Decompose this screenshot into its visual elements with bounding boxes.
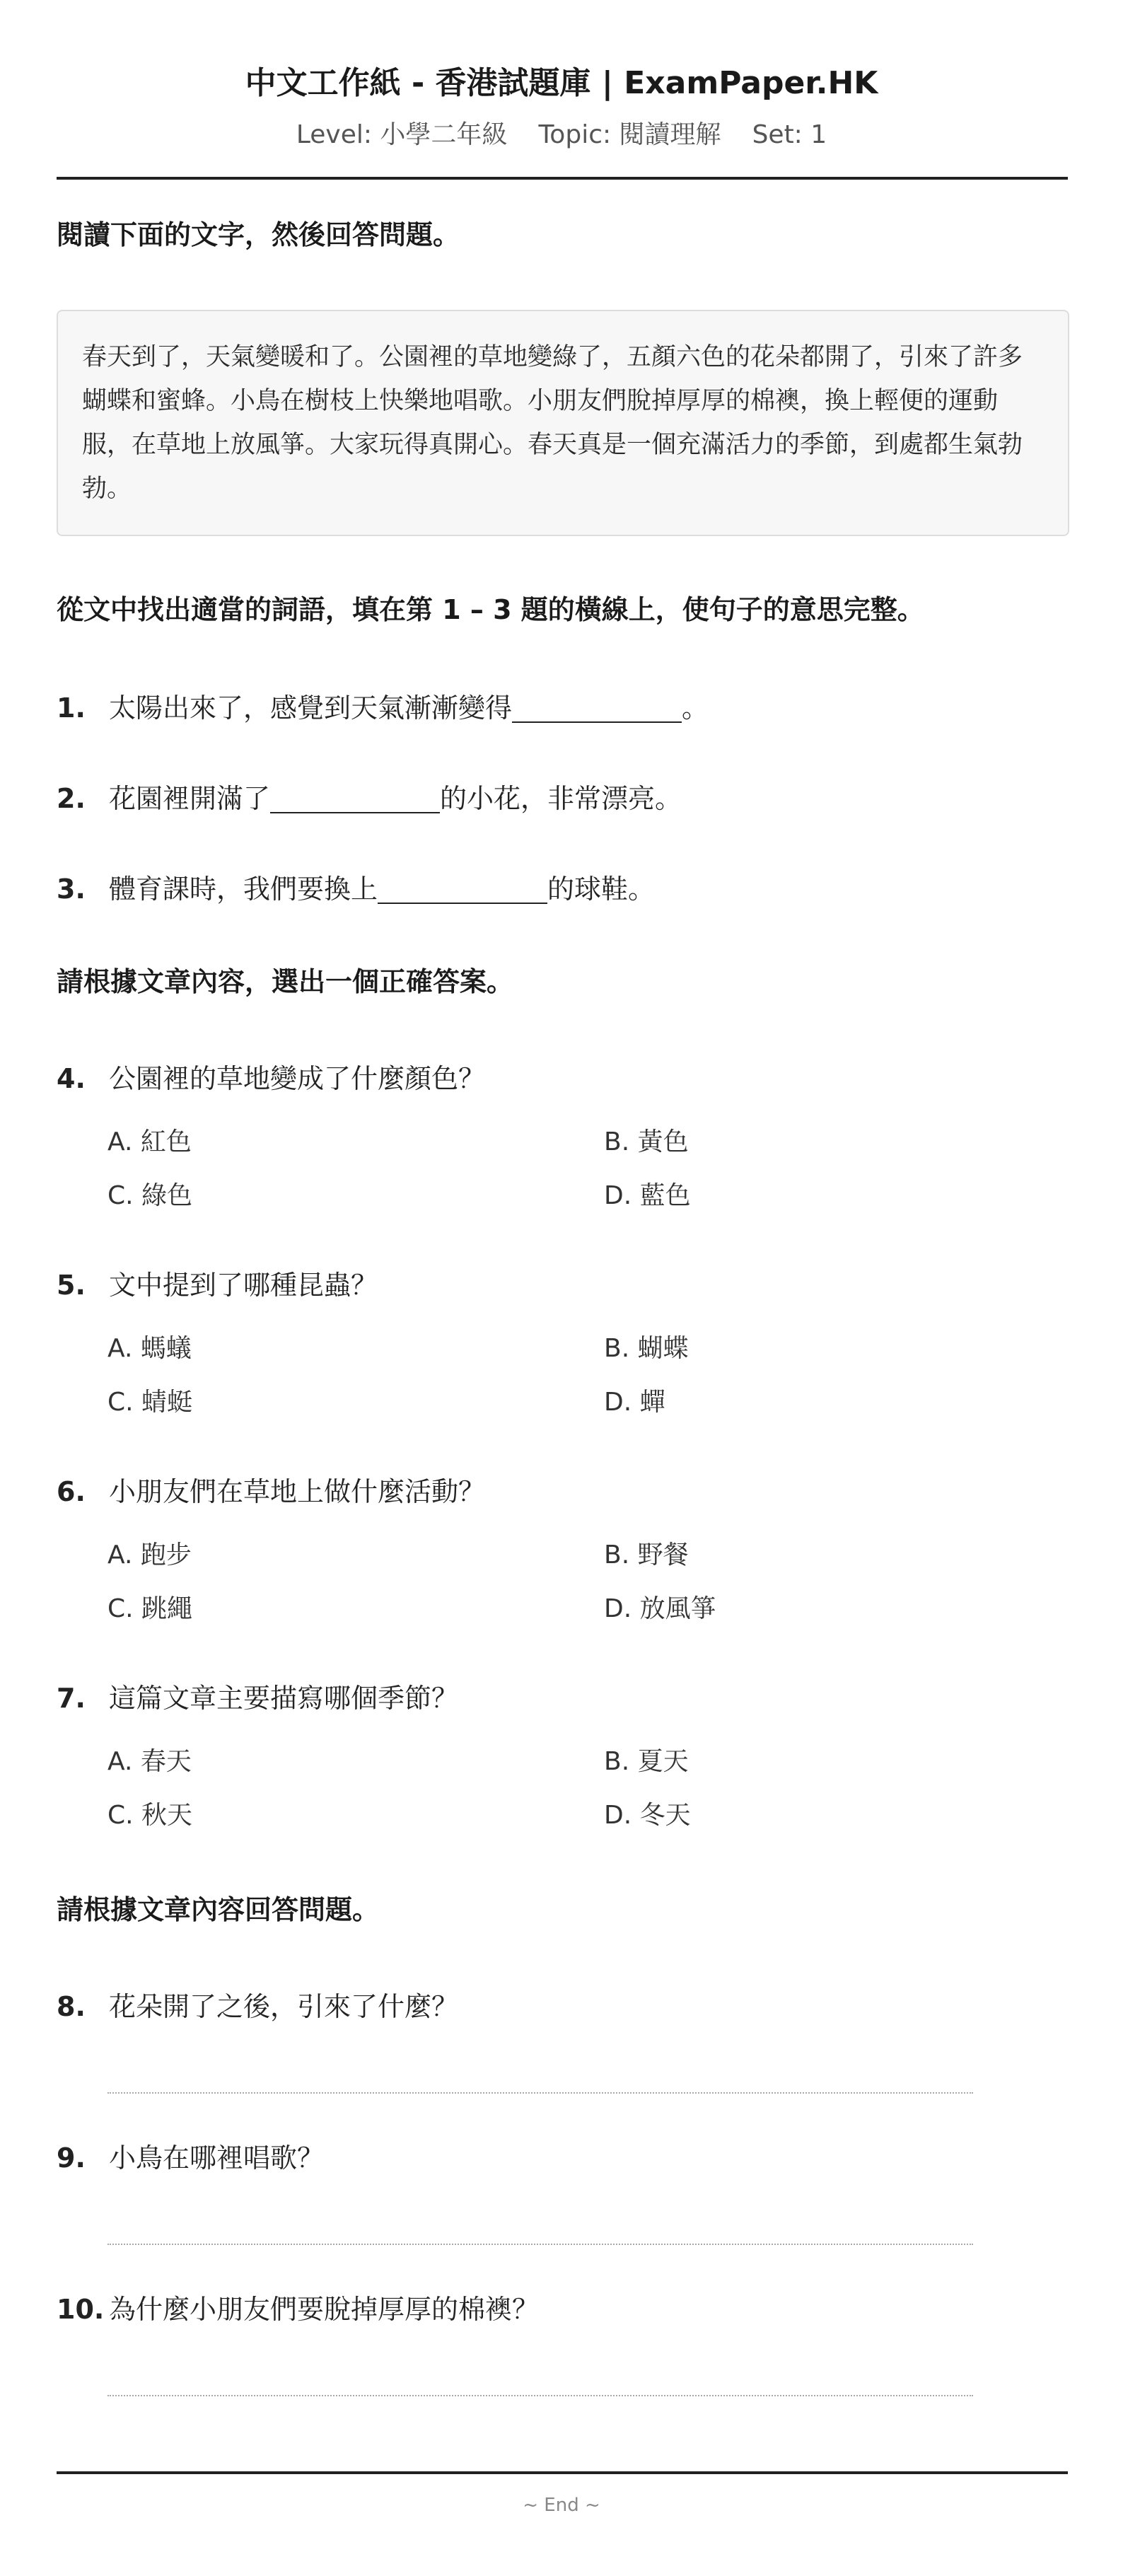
mc-option-d[interactable]: D. 冬天 <box>604 1801 691 1830</box>
mc-option-a[interactable]: A. 螞蟻 <box>107 1334 192 1363</box>
worksheet-title: 中文工作紙 - 香港試題庫 | ExamPaper.HK <box>245 65 878 101</box>
question-text: 體育課時，我們要換上 <box>109 874 378 905</box>
question-text: 公園裡的草地變成了什麼顏色？ <box>109 1063 486 1094</box>
question-text-after: 的小花，非常漂亮。 <box>440 783 682 814</box>
question-number: 2. <box>57 783 86 814</box>
worksheet-meta <box>0 117 1123 153</box>
level-label: Level: 小學二年級 <box>296 120 508 149</box>
topic-label: Topic: 閱讀理解 <box>538 120 721 149</box>
footer-divider <box>57 2471 1068 2474</box>
question-text: 小朋友們在草地上做什麼活動？ <box>109 1476 486 1507</box>
mc-question-4 <box>57 1060 485 1098</box>
answer-line[interactable] <box>107 2395 973 2396</box>
mc-option-c[interactable]: C. 綠色 <box>107 1181 193 1210</box>
reading-passage: 春天到了，天氣變暖和了。公園裡的草地變綠了，五顏六色的花朵都開了，引來了許多蝴蝶和蜜蜂。小鳥在樹枝上快樂地唱歌。小朋友們脫掉厚厚的棉襖，換上輕便的運動服，在草地上放風箏。大家玩得真開心。春天真是一個充滿活力的季節，到處都生氣勃勃。 <box>57 310 1069 536</box>
answer-blank[interactable] <box>378 874 547 904</box>
mc-option-d[interactable]: D. 藍色 <box>604 1181 691 1210</box>
mc-option-b[interactable]: B. 夏天 <box>604 1747 689 1776</box>
fill-question-2 <box>57 779 682 818</box>
question-number: 7. <box>57 1683 86 1714</box>
end-marker: ~ End ~ <box>523 2495 600 2516</box>
open-question-10 <box>57 2290 539 2328</box>
question-number: 4. <box>57 1063 86 1094</box>
mc-option-a[interactable]: A. 跑步 <box>107 1541 192 1570</box>
question-number: 1. <box>57 692 86 724</box>
answer-line[interactable] <box>107 2092 973 2094</box>
question-text: 太陽出來了，感覺到天氣漸漸變得 <box>109 692 513 724</box>
mc-question-7 <box>57 1679 458 1717</box>
worksheet-header <box>0 0 1123 153</box>
fill-question-3 <box>57 870 655 908</box>
mc-option-a[interactable]: A. 紅色 <box>107 1127 192 1156</box>
mc-question-6 <box>57 1473 485 1511</box>
question-text: 這篇文章主要描寫哪個季節？ <box>109 1683 459 1714</box>
question-number: 9. <box>57 2142 86 2174</box>
answer-blank[interactable] <box>512 693 682 723</box>
mc-option-c[interactable]: C. 秋天 <box>107 1801 193 1830</box>
question-text: 文中提到了哪種昆蟲？ <box>109 1270 378 1301</box>
mc-option-d[interactable]: D. 放風箏 <box>604 1594 716 1623</box>
mc-option-b[interactable]: B. 蝴蝶 <box>604 1334 689 1363</box>
header-divider <box>57 177 1068 180</box>
mc-option-b[interactable]: B. 黃色 <box>604 1127 689 1156</box>
mc-option-c[interactable]: C. 跳繩 <box>107 1594 193 1623</box>
question-text-after: 。 <box>682 692 709 724</box>
open-question-9 <box>57 2139 324 2177</box>
mc-option-c[interactable]: C. 蜻蜓 <box>107 1388 193 1417</box>
open-question-8 <box>57 1988 458 2026</box>
question-number: 10. <box>57 2294 105 2325</box>
reading-instruction: 閱讀下面的文字，然後回答問題。 <box>57 219 460 250</box>
mc-question-5 <box>57 1266 378 1304</box>
open-section-instruction: 請根據文章內容回答問題。 <box>57 1894 380 1925</box>
mc-option-b[interactable]: B. 野餐 <box>604 1541 689 1570</box>
question-number: 8. <box>57 1991 86 2022</box>
mc-option-d[interactable]: D. 蟬 <box>604 1388 665 1417</box>
fill-question-1 <box>57 689 709 727</box>
question-text: 小鳥在哪裡唱歌？ <box>109 2142 325 2174</box>
question-text: 為什麼小朋友們要脫掉厚厚的棉襖？ <box>109 2294 540 2325</box>
question-text: 花朵開了之後，引來了什麼？ <box>109 1991 459 2022</box>
mc-section-instruction: 請根據文章內容，選出一個正確答案。 <box>57 966 514 997</box>
question-text: 花園裡開滿了 <box>109 783 271 814</box>
answer-blank[interactable] <box>270 784 440 813</box>
set-label: Set: 1 <box>752 120 827 149</box>
answer-line[interactable] <box>107 2244 973 2245</box>
question-number: 3. <box>57 874 86 905</box>
question-number: 5. <box>57 1270 86 1301</box>
question-text-after: 的球鞋。 <box>547 874 656 905</box>
question-number: 6. <box>57 1476 86 1507</box>
mc-option-a[interactable]: A. 春天 <box>107 1747 192 1776</box>
fill-section-instruction: 從文中找出適當的詞語，填在第 1 – 3 題的橫線上，使句子的意思完整。 <box>57 594 924 625</box>
